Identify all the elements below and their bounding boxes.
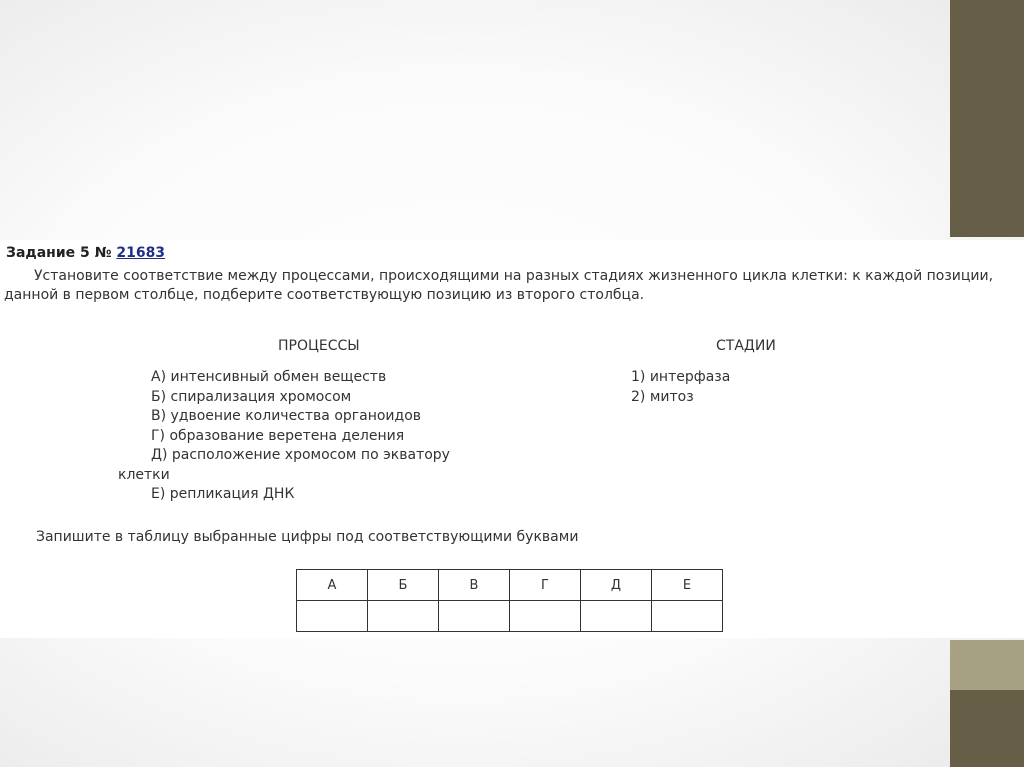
answer-table-input-row — [297, 601, 723, 632]
write-instruction: Запишите в таблицу выбранные цифры под соответствующими буквами — [36, 529, 579, 545]
task-instruction: Установите соответствие между процессами, происходящими на разных стадиях жизненного цикла клетки: к каждой позиции, данной в первом столбце, подберите соответствующую позицию из второго столбца. — [4, 268, 994, 303]
answer-input-cell[interactable] — [510, 601, 581, 632]
decorative-bar-top — [950, 0, 1024, 237]
process-item: Е) репликация ДНК — [151, 486, 295, 502]
stage-item: 1) интерфаза — [631, 369, 731, 385]
processes-column-header: ПРОЦЕССЫ — [278, 338, 360, 354]
process-list — [118, 368, 498, 505]
task-label: Задание 5 № — [6, 245, 112, 261]
decorative-bar-middle — [950, 640, 1024, 690]
process-item: А) интенсивный обмен веществ — [151, 369, 387, 385]
answer-input-cell[interactable] — [652, 601, 723, 632]
answer-letter-cell: Б — [368, 570, 439, 601]
answer-letter-cell: Г — [510, 570, 581, 601]
process-item: Б) спирализация хромосом — [151, 388, 352, 405]
answer-letter-cell: Д — [581, 570, 652, 601]
answer-input-cell[interactable] — [297, 601, 368, 632]
answer-input-cell[interactable] — [368, 601, 439, 632]
task-card — [0, 240, 1024, 638]
answer-table-header-row — [297, 570, 723, 601]
stage-list — [631, 368, 730, 407]
process-item: Г) образование веретена деления — [151, 427, 405, 444]
answer-input-cell[interactable] — [439, 601, 510, 632]
process-item: В) удвоение количества органоидов — [151, 408, 422, 424]
task-header — [6, 245, 165, 261]
answer-input-cell[interactable] — [581, 601, 652, 632]
stage-item: 2) митоз — [631, 388, 694, 405]
answer-letter-cell: В — [439, 570, 510, 601]
decorative-bar-bottom — [950, 690, 1024, 767]
answer-letter-cell: Е — [652, 570, 723, 601]
answer-letter-cell: А — [297, 570, 368, 601]
process-item: Д) расположение хромосом по экватору клетки — [118, 447, 450, 483]
task-number-link[interactable]: 21683 — [116, 245, 166, 261]
answer-table — [296, 569, 723, 632]
stages-column-header: СТАДИИ — [716, 338, 776, 354]
